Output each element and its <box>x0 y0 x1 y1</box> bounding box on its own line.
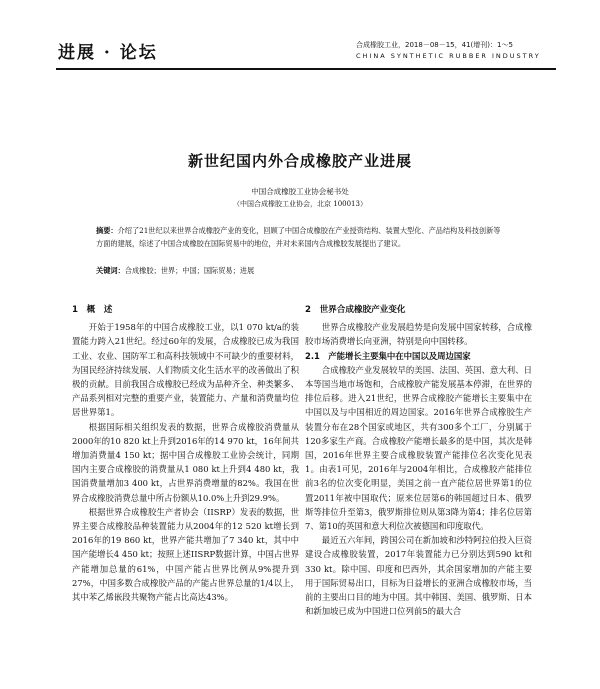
section-heading-world: 2 世界合成橡胶产业变化 <box>305 305 406 315</box>
paragraph: 开始于1958年的中国合成橡胶工业，以1 070 kt/a的装置能力跨入21世纪。经过60年的发展，合成橡胶已成为我国工业、农业、国防军工和高科技领域中不可缺少的重要材料，为国民经济持续发展、人们物质文化生活水平的改善做出了积极的贡献。目前我国合成橡胶已经成为品种齐全、种类繁多、产品系列相对完整的重要产业，装置能力、产量和消费量均位居世界第1。 <box>72 322 299 418</box>
section-heading-overview: 1 概 述 <box>72 305 113 315</box>
journal-line-en: CHINA SYNTHETIC RUBBER INDUSTRY <box>356 52 541 60</box>
keywords-label: 关键词： <box>96 266 125 275</box>
article-affiliation: （中国合成橡胶工业协会，北京 100013） <box>233 200 367 208</box>
section-tag: 进展 · 论坛 <box>58 43 158 63</box>
abstract-label: 摘要： <box>96 226 118 235</box>
article-author: 中国合成橡胶工业协会秘书处 <box>251 187 349 196</box>
keywords-text: 合成橡胶；世界；中国；国际贸易；进展 <box>124 266 255 275</box>
subsection-heading: 2.1 产能增长主要集中在中国以及周边国家 <box>305 350 471 361</box>
paragraph: 最近五六年间，跨国公司在新加坡和沙特阿拉伯投入巨资建设合成橡胶装置，2017年装置能力已分别达到590 kt和330 kt。除中国、印度和巴西外，其余国家增加的产能主要用于国际贸易出口，目标为日益增长的亚洲合成橡胶市场，当前的主要出口目的地为中国。其中韩国、美国、俄罗斯、日本和新加坡已成为中国进口位列前5的最大合 <box>305 535 532 617</box>
header-rule <box>56 68 556 70</box>
page-header <box>56 32 556 66</box>
abstract <box>96 225 504 250</box>
paragraph: 合成橡胶产业发展较早的美国、法国、英国、意大利、日本等国当地市场饱和，合成橡胶产能发展基本停滞，在世界的排位后移。进入21世纪，世界合成橡胶产能增长主要集中在中国以及与中国相近的周边国家。2016年世界合成橡胶生产装置分布在28个国家或地区，共有300多个工厂，分别属于120多家生产商。合成橡胶产能增长最多的是中国，其次是韩国，2016年世界主要合成橡胶装置产能排位名次变化见表1。由表1可见，2016年与2004年相比，合成橡胶产能排位前3名的位次变化明显，美国之前一直产能位居世界第1的位置2011年被中国取代；原来位居第6的韩国超过日本、俄罗斯等排位升至第3，俄罗斯排位则从第3降为第4；排名位居第7、第10的英国和意大利位次被德国和印度取代。 <box>305 364 532 532</box>
paragraph: 根据世界合成橡胶生产者协会（IISRP）发表的数据，世界主要合成橡胶品种装置能力从2004年的12 520 kt增长到2016年的19 860 kt，世界产能共增加了7 340 kt，其中中国产能增长4 450 kt；按照上述IISRP数据计算，中国占世界产能增加总量的61%，中国产能占世界比例从9%提升到27%，中国多数合成橡胶产品的产能占世界总量的1/4以上，其中苯乙烯嵌段共聚物产能占比高达43%。 <box>72 506 299 603</box>
journal-info <box>356 40 556 62</box>
paragraph: 根据国际相关组织发表的数据，世界合成橡胶消费量从2000年的10 820 kt上升到2016年的14 970 kt，16年间共增加消费量4 150 kt；据中国合成橡胶工业协会统计，同期国内主要合成橡胶的消费量从1 080 kt上升到4 480 kt，我国消费量增加3 400 kt，占世界消费增量的82%。我国在世界合成橡胶消费总量中所占份额从10.0%上升到29.9%。 <box>72 421 299 503</box>
article-title: 新世纪国内外合成橡胶产业进展 <box>187 152 412 170</box>
abstract-text: 介绍了21世纪以来世界合成橡胶产业的变化，回顾了中国合成橡胶在产业授资结构、装置大型化、产品结构及科技创新等方面的建展，综述了中国合成橡胶在国际贸易中的地位，并对未来国内合成橡胶发展提出了建议。 <box>96 226 501 248</box>
journal-line-cn: 合成橡胶工业，2018－08－15，41(增刊)：1～5 <box>356 41 513 49</box>
keywords <box>96 265 504 277</box>
right-column <box>305 303 532 618</box>
left-column <box>72 303 299 604</box>
paragraph: 世界合成橡胶产业发展趋势是向发展中国家转移，合成橡胶市场消费增长向亚洲，特别是向中国转移。 <box>305 322 532 347</box>
